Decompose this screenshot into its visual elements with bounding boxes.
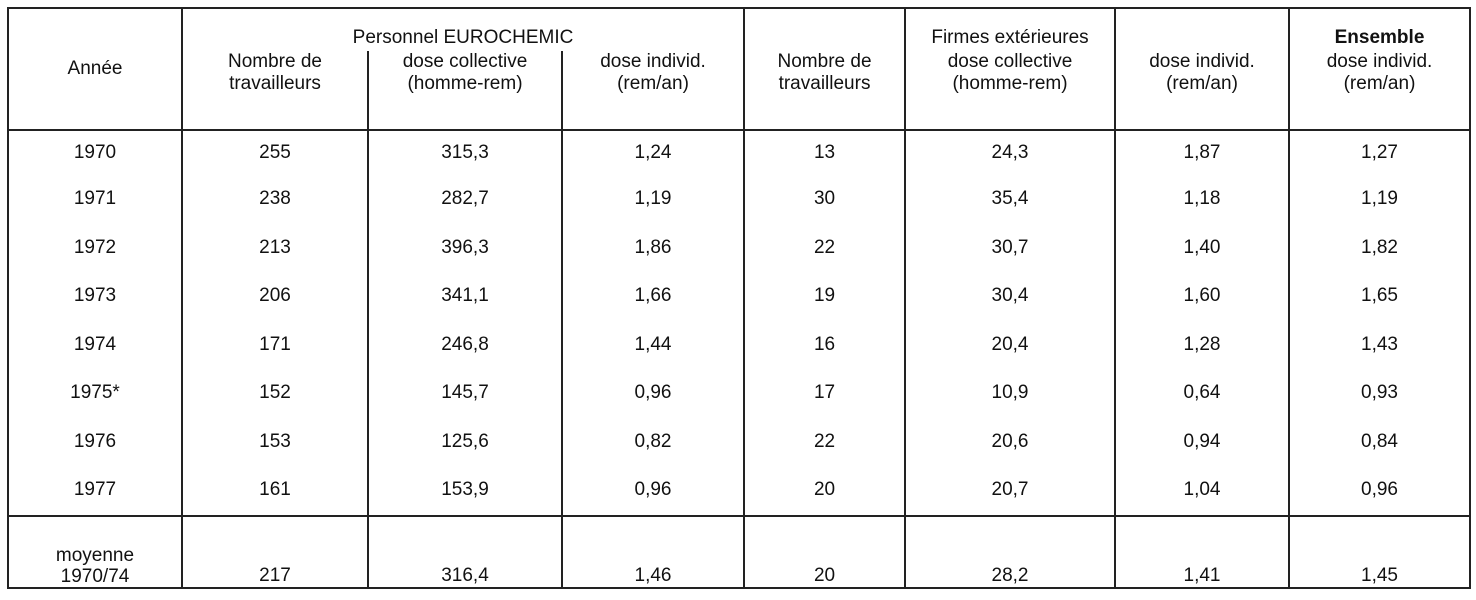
cell-ens-dose-individuelle: 1,27 <box>1289 130 1470 175</box>
header-empty-ext-n <box>744 8 905 51</box>
cell-ext-nombre: 13 <box>744 130 905 175</box>
cell-ext-dose-collective: 20,4 <box>905 321 1115 370</box>
cell-ext-dose-collective: 24,3 <box>905 130 1115 175</box>
cell-eur-dose-collective: 246,8 <box>368 321 562 370</box>
header-eur-dose-individuelle: dose individ. (rem/an) <box>562 51 744 130</box>
cell-ext-nombre: 22 <box>744 418 905 467</box>
table-row <box>8 369 1470 418</box>
cell-eur-dose-collective: 145,7 <box>368 369 562 418</box>
cell-ens-dose-individuelle: 0,96 <box>1289 466 1470 516</box>
cell-eur-dose-collective: 315,3 <box>368 130 562 175</box>
cell-ens-dose-individuelle: 0,84 <box>1289 418 1470 467</box>
cell-eur-nombre: 171 <box>182 321 368 370</box>
table-row <box>8 466 1470 516</box>
header-eur-dose-collective: dose collective (homme-rem) <box>368 51 562 130</box>
cell-eur-dose-collective: 341,1 <box>368 272 562 321</box>
header-ext-dose-collective: dose collective (homme-rem) <box>905 51 1115 130</box>
cell-ext-dose-collective: 20,6 <box>905 418 1115 467</box>
cell-eur-dose-individuelle: 1,19 <box>562 175 744 224</box>
cell-ext-dose-individuelle: 1,18 <box>1115 175 1289 224</box>
avg-eur-nombre: 217 <box>182 516 368 588</box>
cell-eur-dose-individuelle: 1,86 <box>562 224 744 273</box>
cell-ext-dose-individuelle: 1,40 <box>1115 224 1289 273</box>
header-group-firmes: Firmes extérieures <box>905 8 1115 51</box>
cell-ens-dose-individuelle: 0,93 <box>1289 369 1470 418</box>
avg-ext-nombre: 20 <box>744 516 905 588</box>
cell-ens-dose-individuelle: 1,65 <box>1289 272 1470 321</box>
cell-ext-nombre: 22 <box>744 224 905 273</box>
cell-ext-dose-individuelle: 1,28 <box>1115 321 1289 370</box>
cell-eur-nombre: 161 <box>182 466 368 516</box>
cell-eur-dose-collective: 153,9 <box>368 466 562 516</box>
cell-ext-dose-individuelle: 1,60 <box>1115 272 1289 321</box>
cell-eur-nombre: 255 <box>182 130 368 175</box>
avg-eur-dose-individuelle: 1,46 <box>562 516 744 588</box>
table-row <box>8 175 1470 224</box>
table-body <box>8 130 1470 588</box>
cell-eur-dose-collective: 396,3 <box>368 224 562 273</box>
cell-ext-dose-collective: 30,7 <box>905 224 1115 273</box>
cell-annee: 1977 <box>8 466 182 516</box>
avg-ext-dose-individuelle: 1,41 <box>1115 516 1289 588</box>
header-annee: Année <box>8 8 182 130</box>
average-label: moyenne 1970/74 <box>8 516 182 588</box>
cell-annee: 1972 <box>8 224 182 273</box>
cell-ens-dose-individuelle: 1,19 <box>1289 175 1470 224</box>
header-ext-dose-individuelle: dose individ. (rem/an) <box>1115 51 1289 130</box>
cell-ext-dose-individuelle: 0,64 <box>1115 369 1289 418</box>
cell-eur-nombre: 238 <box>182 175 368 224</box>
cell-ext-nombre: 17 <box>744 369 905 418</box>
cell-ext-dose-individuelle: 1,04 <box>1115 466 1289 516</box>
cell-eur-dose-individuelle: 1,24 <box>562 130 744 175</box>
avg-ens-dose-individuelle: 1,45 <box>1289 516 1470 588</box>
header-empty-ext-ind <box>1115 8 1289 51</box>
cell-annee: 1970 <box>8 130 182 175</box>
header-group-ensemble: Ensemble <box>1289 8 1470 51</box>
avg-ext-dose-collective: 28,2 <box>905 516 1115 588</box>
cell-ext-nombre: 20 <box>744 466 905 516</box>
cell-eur-nombre: 152 <box>182 369 368 418</box>
cell-annee: 1976 <box>8 418 182 467</box>
cell-annee: 1974 <box>8 321 182 370</box>
avg-eur-dose-collective: 316,4 <box>368 516 562 588</box>
cell-eur-dose-individuelle: 0,82 <box>562 418 744 467</box>
table-row <box>8 321 1470 370</box>
cell-eur-nombre: 213 <box>182 224 368 273</box>
cell-eur-dose-individuelle: 1,44 <box>562 321 744 370</box>
cell-ext-dose-individuelle: 0,94 <box>1115 418 1289 467</box>
header-ens-dose-individuelle: dose individ. (rem/an) <box>1289 51 1470 130</box>
cell-ens-dose-individuelle: 1,82 <box>1289 224 1470 273</box>
cell-eur-nombre: 153 <box>182 418 368 467</box>
cell-eur-dose-individuelle: 1,66 <box>562 272 744 321</box>
cell-eur-dose-individuelle: 0,96 <box>562 369 744 418</box>
dose-table <box>7 7 1471 589</box>
cell-ext-dose-collective: 30,4 <box>905 272 1115 321</box>
cell-ext-dose-individuelle: 1,87 <box>1115 130 1289 175</box>
cell-ext-nombre: 19 <box>744 272 905 321</box>
header-group-eurochemic: Personnel EUROCHEMIC <box>182 8 744 51</box>
cell-eur-nombre: 206 <box>182 272 368 321</box>
header-eur-nombre: Nombre de travailleurs <box>182 51 368 130</box>
cell-eur-dose-collective: 282,7 <box>368 175 562 224</box>
cell-annee: 1975* <box>8 369 182 418</box>
cell-eur-dose-collective: 125,6 <box>368 418 562 467</box>
cell-ens-dose-individuelle: 1,43 <box>1289 321 1470 370</box>
cell-annee: 1973 <box>8 272 182 321</box>
header-ext-nombre: Nombre de travailleurs <box>744 51 905 130</box>
table-row <box>8 224 1470 273</box>
average-row <box>8 516 1470 588</box>
cell-ext-dose-collective: 10,9 <box>905 369 1115 418</box>
table-row <box>8 272 1470 321</box>
cell-ext-nombre: 30 <box>744 175 905 224</box>
cell-ext-dose-collective: 35,4 <box>905 175 1115 224</box>
table-row <box>8 130 1470 175</box>
cell-eur-dose-individuelle: 0,96 <box>562 466 744 516</box>
cell-ext-dose-collective: 20,7 <box>905 466 1115 516</box>
table-row <box>8 418 1470 467</box>
cell-ext-nombre: 16 <box>744 321 905 370</box>
cell-annee: 1971 <box>8 175 182 224</box>
